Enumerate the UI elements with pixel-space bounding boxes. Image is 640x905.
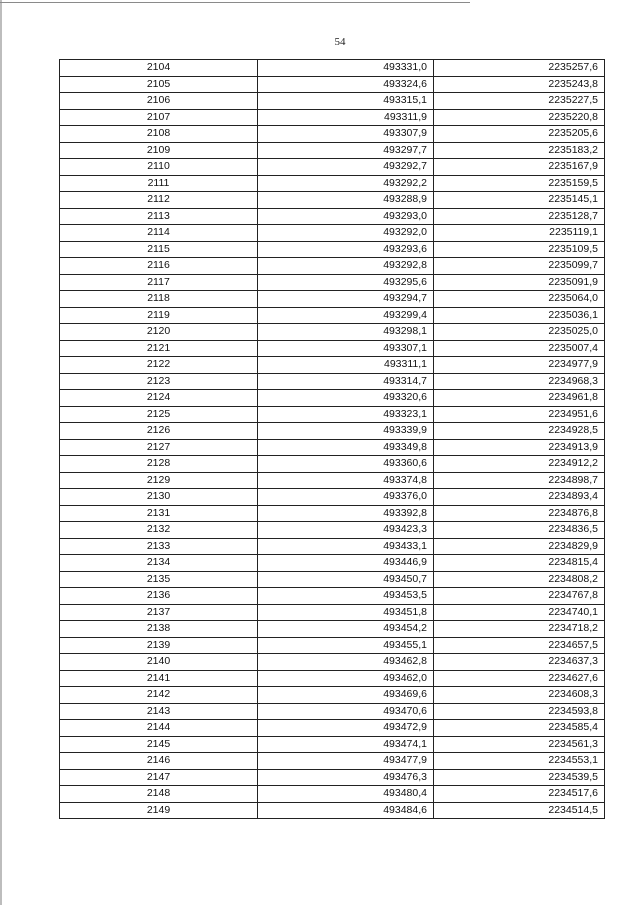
point-number-cell: 2117: [60, 274, 258, 291]
x-coordinate-cell: 493311,1: [258, 357, 434, 374]
scan-left-edge: [0, 0, 2, 905]
point-number-cell: 2127: [60, 439, 258, 456]
table-row: [60, 241, 605, 258]
point-number-cell: 2108: [60, 126, 258, 143]
x-coordinate-cell: 493453,5: [258, 588, 434, 605]
x-coordinate-cell: 493331,0: [258, 60, 434, 77]
x-coordinate-cell: 493392,8: [258, 505, 434, 522]
table-row: [60, 142, 605, 159]
point-number-cell: 2139: [60, 637, 258, 654]
x-coordinate-cell: 493324,6: [258, 76, 434, 93]
point-number-cell: 2149: [60, 802, 258, 819]
x-coordinate-cell: 493446,9: [258, 555, 434, 572]
point-number-cell: 2143: [60, 703, 258, 720]
table-row: [60, 390, 605, 407]
table-row: [60, 258, 605, 275]
point-number-cell: 2142: [60, 687, 258, 704]
point-number-cell: 2140: [60, 654, 258, 671]
x-coordinate-cell: 493450,7: [258, 571, 434, 588]
y-coordinate-cell: 2235257,6: [434, 60, 605, 77]
y-coordinate-cell: 2235119,1: [434, 225, 605, 242]
table-row: [60, 505, 605, 522]
point-number-cell: 2109: [60, 142, 258, 159]
x-coordinate-cell: 493423,3: [258, 522, 434, 539]
point-number-cell: 2119: [60, 307, 258, 324]
table-row: [60, 720, 605, 737]
point-number-cell: 2116: [60, 258, 258, 275]
y-coordinate-cell: 2234767,8: [434, 588, 605, 605]
point-number-cell: 2120: [60, 324, 258, 341]
y-coordinate-cell: 2234977,9: [434, 357, 605, 374]
table-row: [60, 76, 605, 93]
page-number: 54: [334, 36, 346, 48]
point-number-cell: 2145: [60, 736, 258, 753]
table-row: [60, 753, 605, 770]
table-row: [60, 670, 605, 687]
x-coordinate-cell: 493320,6: [258, 390, 434, 407]
point-number-cell: 2141: [60, 670, 258, 687]
y-coordinate-cell: 2234553,1: [434, 753, 605, 770]
table-row: [60, 802, 605, 819]
y-coordinate-cell: 2234585,4: [434, 720, 605, 737]
x-coordinate-cell: 493294,7: [258, 291, 434, 308]
table-row: [60, 571, 605, 588]
x-coordinate-cell: 493374,8: [258, 472, 434, 489]
y-coordinate-cell: 2235220,8: [434, 109, 605, 126]
table-row: [60, 538, 605, 555]
table-row: [60, 703, 605, 720]
table-row: [60, 406, 605, 423]
point-number-cell: 2132: [60, 522, 258, 539]
y-coordinate-cell: 2234961,8: [434, 390, 605, 407]
table-row: [60, 736, 605, 753]
table-row: [60, 340, 605, 357]
point-number-cell: 2129: [60, 472, 258, 489]
y-coordinate-cell: 2234637,3: [434, 654, 605, 671]
x-coordinate-cell: 493462,0: [258, 670, 434, 687]
table-row: [60, 291, 605, 308]
y-coordinate-cell: 2234968,3: [434, 373, 605, 390]
y-coordinate-cell: 2234808,2: [434, 571, 605, 588]
scan-top-rule: [0, 2, 470, 3]
y-coordinate-cell: 2234829,9: [434, 538, 605, 555]
y-coordinate-cell: 2234876,8: [434, 505, 605, 522]
table-row: [60, 786, 605, 803]
x-coordinate-cell: 493298,1: [258, 324, 434, 341]
y-coordinate-cell: 2234514,5: [434, 802, 605, 819]
table-row: [60, 489, 605, 506]
y-coordinate-cell: 2235109,5: [434, 241, 605, 258]
x-coordinate-cell: 493349,8: [258, 439, 434, 456]
table-row: [60, 126, 605, 143]
point-number-cell: 2146: [60, 753, 258, 770]
point-number-cell: 2105: [60, 76, 258, 93]
x-coordinate-cell: 493480,4: [258, 786, 434, 803]
table-row: [60, 159, 605, 176]
table-row: [60, 109, 605, 126]
point-number-cell: 2110: [60, 159, 258, 176]
y-coordinate-cell: 2235227,5: [434, 93, 605, 110]
table-row: [60, 324, 605, 341]
table-row: [60, 439, 605, 456]
table-row: [60, 456, 605, 473]
table-row: [60, 472, 605, 489]
x-coordinate-cell: 493484,6: [258, 802, 434, 819]
point-number-cell: 2123: [60, 373, 258, 390]
point-number-cell: 2106: [60, 93, 258, 110]
table-row: [60, 175, 605, 192]
x-coordinate-cell: 493292,8: [258, 258, 434, 275]
y-coordinate-cell: 2234657,5: [434, 637, 605, 654]
y-coordinate-cell: 2234898,7: [434, 472, 605, 489]
table-row: [60, 621, 605, 638]
x-coordinate-cell: 493462,8: [258, 654, 434, 671]
y-coordinate-cell: 2234913,9: [434, 439, 605, 456]
point-number-cell: 2125: [60, 406, 258, 423]
x-coordinate-cell: 493470,6: [258, 703, 434, 720]
table-row: [60, 522, 605, 539]
y-coordinate-cell: 2234539,5: [434, 769, 605, 786]
x-coordinate-cell: 493433,1: [258, 538, 434, 555]
table-row: [60, 357, 605, 374]
y-coordinate-cell: 2235205,6: [434, 126, 605, 143]
point-number-cell: 2124: [60, 390, 258, 407]
x-coordinate-cell: 493311,9: [258, 109, 434, 126]
y-coordinate-cell: 2235007,4: [434, 340, 605, 357]
y-coordinate-cell: 2234718,2: [434, 621, 605, 638]
x-coordinate-cell: 493477,9: [258, 753, 434, 770]
y-coordinate-cell: 2234517,6: [434, 786, 605, 803]
y-coordinate-cell: 2235159,5: [434, 175, 605, 192]
x-coordinate-cell: 493297,7: [258, 142, 434, 159]
point-number-cell: 2115: [60, 241, 258, 258]
coordinates-table-body: [60, 60, 605, 819]
x-coordinate-cell: 493472,9: [258, 720, 434, 737]
table-row: [60, 192, 605, 209]
y-coordinate-cell: 2235167,9: [434, 159, 605, 176]
x-coordinate-cell: 493292,2: [258, 175, 434, 192]
x-coordinate-cell: 493360,6: [258, 456, 434, 473]
point-number-cell: 2135: [60, 571, 258, 588]
table-row: [60, 555, 605, 572]
x-coordinate-cell: 493293,0: [258, 208, 434, 225]
x-coordinate-cell: 493314,7: [258, 373, 434, 390]
x-coordinate-cell: 493476,3: [258, 769, 434, 786]
point-number-cell: 2137: [60, 604, 258, 621]
y-coordinate-cell: 2235183,2: [434, 142, 605, 159]
y-coordinate-cell: 2234912,2: [434, 456, 605, 473]
point-number-cell: 2118: [60, 291, 258, 308]
y-coordinate-cell: 2234928,5: [434, 423, 605, 440]
point-number-cell: 2136: [60, 588, 258, 605]
table-row: [60, 307, 605, 324]
point-number-cell: 2104: [60, 60, 258, 77]
y-coordinate-cell: 2235064,0: [434, 291, 605, 308]
table-row: [60, 423, 605, 440]
point-number-cell: 2148: [60, 786, 258, 803]
x-coordinate-cell: 493339,9: [258, 423, 434, 440]
table-row: [60, 208, 605, 225]
x-coordinate-cell: 493451,8: [258, 604, 434, 621]
table-row: [60, 654, 605, 671]
x-coordinate-cell: 493288,9: [258, 192, 434, 209]
y-coordinate-cell: 2234951,6: [434, 406, 605, 423]
point-number-cell: 2112: [60, 192, 258, 209]
table-row: [60, 373, 605, 390]
point-number-cell: 2114: [60, 225, 258, 242]
x-coordinate-cell: 493299,4: [258, 307, 434, 324]
x-coordinate-cell: 493295,6: [258, 274, 434, 291]
y-coordinate-cell: 2235128,7: [434, 208, 605, 225]
x-coordinate-cell: 493376,0: [258, 489, 434, 506]
y-coordinate-cell: 2234893,4: [434, 489, 605, 506]
y-coordinate-cell: 2234561,3: [434, 736, 605, 753]
x-coordinate-cell: 493293,6: [258, 241, 434, 258]
y-coordinate-cell: 2235243,8: [434, 76, 605, 93]
table-row: [60, 60, 605, 77]
y-coordinate-cell: 2235091,9: [434, 274, 605, 291]
x-coordinate-cell: 493454,2: [258, 621, 434, 638]
y-coordinate-cell: 2235025,0: [434, 324, 605, 341]
point-number-cell: 2113: [60, 208, 258, 225]
point-number-cell: 2111: [60, 175, 258, 192]
table-row: [60, 637, 605, 654]
x-coordinate-cell: 493292,7: [258, 159, 434, 176]
point-number-cell: 2147: [60, 769, 258, 786]
point-number-cell: 2107: [60, 109, 258, 126]
x-coordinate-cell: 493455,1: [258, 637, 434, 654]
table-row: [60, 687, 605, 704]
x-coordinate-cell: 493307,1: [258, 340, 434, 357]
x-coordinate-cell: 493469,6: [258, 687, 434, 704]
point-number-cell: 2130: [60, 489, 258, 506]
x-coordinate-cell: 493292,0: [258, 225, 434, 242]
table-row: [60, 225, 605, 242]
point-number-cell: 2128: [60, 456, 258, 473]
y-coordinate-cell: 2234740,1: [434, 604, 605, 621]
y-coordinate-cell: 2235036,1: [434, 307, 605, 324]
y-coordinate-cell: 2234836,5: [434, 522, 605, 539]
coordinates-table: [59, 59, 605, 819]
y-coordinate-cell: 2234593,8: [434, 703, 605, 720]
y-coordinate-cell: 2234815,4: [434, 555, 605, 572]
x-coordinate-cell: 493474,1: [258, 736, 434, 753]
y-coordinate-cell: 2235099,7: [434, 258, 605, 275]
y-coordinate-cell: 2234608,3: [434, 687, 605, 704]
x-coordinate-cell: 493323,1: [258, 406, 434, 423]
table-row: [60, 604, 605, 621]
table-row: [60, 769, 605, 786]
point-number-cell: 2126: [60, 423, 258, 440]
point-number-cell: 2133: [60, 538, 258, 555]
point-number-cell: 2134: [60, 555, 258, 572]
point-number-cell: 2121: [60, 340, 258, 357]
point-number-cell: 2144: [60, 720, 258, 737]
x-coordinate-cell: 493307,9: [258, 126, 434, 143]
x-coordinate-cell: 493315,1: [258, 93, 434, 110]
table-row: [60, 93, 605, 110]
point-number-cell: 2122: [60, 357, 258, 374]
point-number-cell: 2131: [60, 505, 258, 522]
table-row: [60, 588, 605, 605]
y-coordinate-cell: 2235145,1: [434, 192, 605, 209]
y-coordinate-cell: 2234627,6: [434, 670, 605, 687]
point-number-cell: 2138: [60, 621, 258, 638]
table-row: [60, 274, 605, 291]
